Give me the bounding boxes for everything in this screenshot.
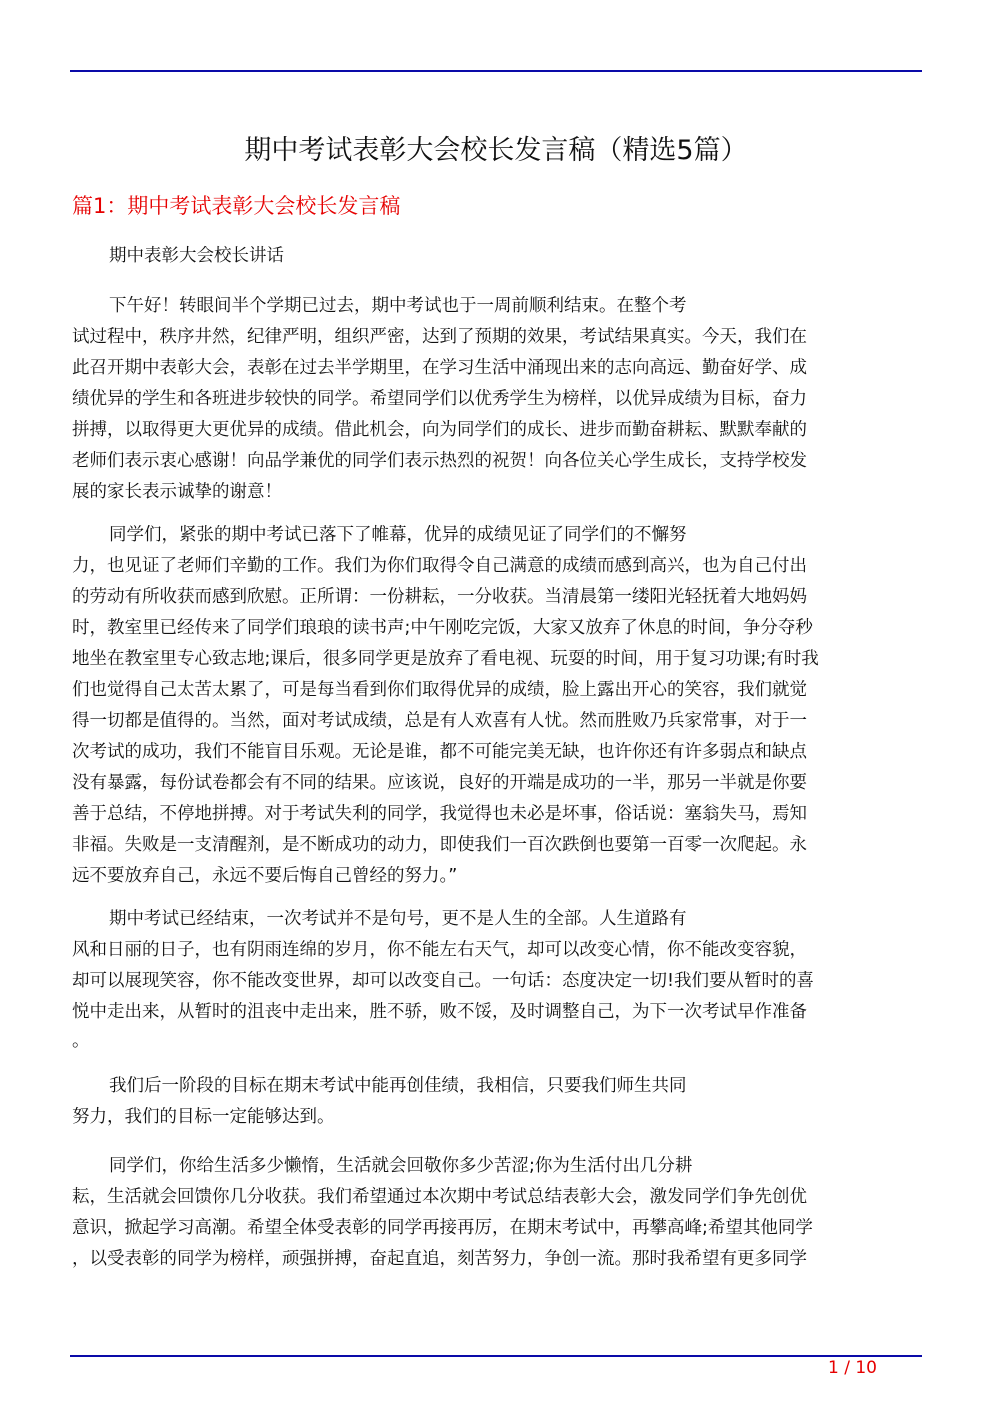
section-title: 篇1：期中考试表彰大会校长发言稿: [72, 194, 401, 218]
page-indicator: 1 / 10: [828, 1358, 877, 1378]
paragraph-line: 力，也见证了老师们辛勤的工作。我们为你们取得令自己满意的成绩而感到高兴，也为自己付出: [72, 556, 807, 576]
paragraph-line: 同学们，你给生活多少懒惰，生活就会回敬你多少苦涩;你为生活付出几分耕: [109, 1156, 693, 1176]
paragraph-line: 悦中走出来，从暂时的沮丧中走出来，胜不骄，败不馁，及时调整自己，为下一次考试早作准备: [72, 1002, 807, 1022]
paragraph-line: 我们后一阶段的目标在期末考试中能再创佳绩，我相信，只要我们师生共同: [109, 1076, 687, 1096]
document-title: 期中考试表彰大会校长发言稿（精选5篇）: [244, 135, 748, 166]
paragraph-line: 次考试的成功，我们不能盲目乐观。无论是谁，都不可能完美无缺，也许你还有许多弱点和缺点: [72, 742, 807, 762]
paragraph-line: ，以受表彰的同学为榜样，顽强拼搏，奋起直追，刻苦努力，争创一流。那时我希望有更多同学: [72, 1249, 807, 1269]
paragraph-line: 绩优异的学生和各班进步较快的同学。希望同学们以优秀学生为榜样，以优异成绩为目标，奋力: [72, 389, 807, 409]
paragraph-line: 拼搏，以取得更大更优异的成绩。借此机会，向为同学们的成长、进步而勤奋耕耘、默默奉献的: [72, 420, 807, 440]
paragraph-line: 地坐在教室里专心致志地;课后，很多同学更是放弃了看电视、玩耍的时间，用于复习功课;有时我: [72, 649, 819, 669]
header-rule: [70, 70, 922, 72]
paragraph-line: 意识，掀起学习高潮。希望全体受表彰的同学再接再厉，在期末考试中，再攀高峰;希望其他同学: [72, 1218, 813, 1238]
paragraph-line: 。: [72, 1031, 90, 1051]
subtitle: 期中表彰大会校长讲话: [109, 246, 284, 266]
paragraph-line: 时，教室里已经传来了同学们琅琅的读书声;中午刚吃完饭，大家又放弃了休息的时间，争分夺秒: [72, 618, 813, 638]
paragraph-line: 远不要放弃自己，永远不要后悔自己曾经的努力。”: [72, 866, 458, 886]
paragraph-line: 善于总结，不停地拼搏。对于考试失利的同学，我觉得也未必是坏事，俗话说：塞翁失马，焉知: [72, 804, 807, 824]
footer-rule: [70, 1355, 922, 1357]
paragraph-line: 得一切都是值得的。当然，面对考试成绩，总是有人欢喜有人忧。然而胜败乃兵家常事，对于一: [72, 711, 807, 731]
paragraph-line: 展的家长表示诚挚的谢意！: [72, 482, 282, 502]
paragraph-line: 期中考试已经结束，一次考试并不是句号，更不是人生的全部。人生道路有: [109, 909, 687, 929]
paragraph-line: 此召开期中表彰大会，表彰在过去半学期里，在学习生活中涌现出来的志向高远、勤奋好学、成: [72, 358, 807, 378]
paragraph-line: 的劳动有所收获而感到欣慰。正所谓：一份耕耘，一分收获。当清晨第一缕阳光轻抚着大地妈妈: [72, 587, 807, 607]
paragraph-line: 没有暴露，每份试卷都会有不同的结果。应该说，良好的开端是成功的一半，那另一半就是你要: [72, 773, 807, 793]
paragraph-line: 却可以展现笑容，你不能改变世界，却可以改变自己。一句话：态度决定一切!我们要从暂时的喜: [72, 971, 815, 991]
paragraph-line: 们也觉得自己太苦太累了，可是每当看到你们取得优异的成绩，脸上露出开心的笑容，我们就觉: [72, 680, 807, 700]
paragraph-line: 努力，我们的目标一定能够达到。: [72, 1107, 335, 1127]
paragraph-line: 耘，生活就会回馈你几分收获。我们希望通过本次期中考试总结表彰大会，激发同学们争先创优: [72, 1187, 807, 1207]
paragraph-line: 试过程中，秩序井然，纪律严明，组织严密，达到了预期的效果，考试结果真实。今天，我们在: [72, 327, 807, 347]
paragraph-line: 老师们表示衷心感谢！向品学兼优的同学们表示热烈的祝贺！向各位关心学生成长，支持学校发: [72, 451, 807, 471]
paragraph-line: 风和日丽的日子，也有阴雨连绵的岁月，你不能左右天气，却可以改变心情，你不能改变容貌，: [72, 940, 807, 960]
paragraph-line: 同学们，紧张的期中考试已落下了帷幕，优异的成绩见证了同学们的不懈努: [109, 525, 687, 545]
paragraph-line: 非福。失败是一支清醒剂，是不断成功的动力，即使我们一百次跌倒也要第一百零一次爬起。永: [72, 835, 807, 855]
paragraph-line: 下午好！转眼间半个学期已过去，期中考试也于一周前顺利结束。在整个考: [109, 296, 687, 316]
